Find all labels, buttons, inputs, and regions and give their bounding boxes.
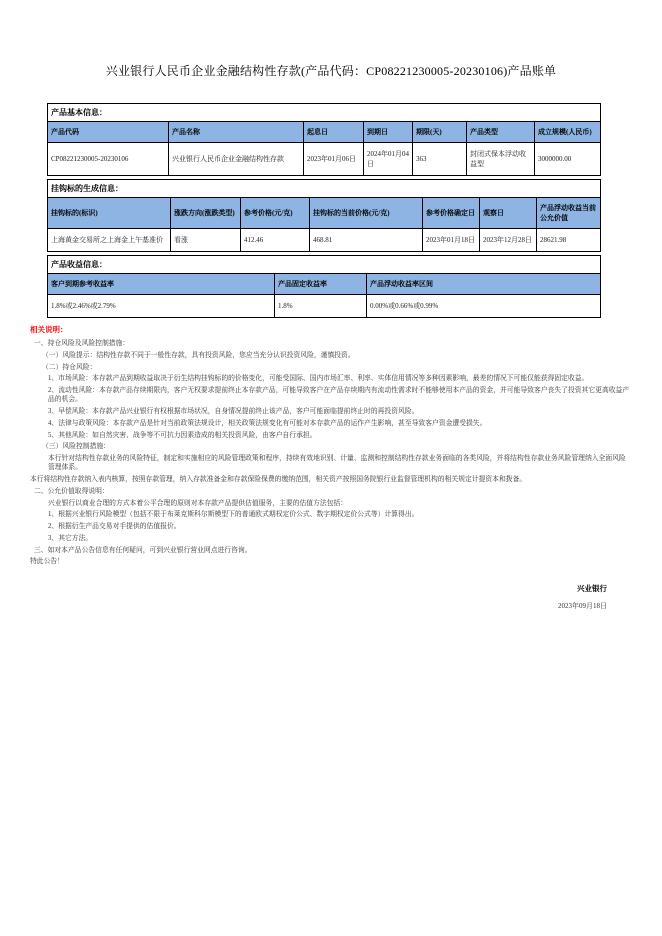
basic-info-section-label: 产品基本信息：: [48, 104, 601, 122]
note-line: （二）持仓风险：: [42, 363, 97, 371]
linked-section-label: 挂钩标的生成信息：: [48, 180, 601, 198]
note-line: 1、市场风险：本存款产品到期收益取决于衍生结构挂钩标的的价格变化，可能受国际、国内市场汇率、利率、实体信用情况等多种因素影响，最差的情况下可能仅能获得固定收益。: [48, 375, 589, 383]
linked-header-direction: 涨跌方向(涨跌类型): [171, 198, 241, 229]
income-value-floating-rate-range: 0.00%或0.66%或0.99%: [367, 295, 601, 318]
note-line: 5、其他风险：如自然灾害、战争等不可抗力因素造成的相关投资风险，由客户自行承担。: [48, 431, 317, 439]
note-line: （一）风险提示：结构性存款不同于一般性存款，具有投资风险，您应当充分认识投资风险，谨慎投资。: [42, 351, 355, 359]
basic-value-term-days: 363: [413, 143, 467, 176]
note-line: 特此公告！: [30, 558, 64, 566]
note-line: 3、其它方法。: [48, 534, 93, 542]
note-line: 三、如对本产品公告信息有任何疑问，可到兴业银行营业网点进行咨询。: [34, 546, 252, 554]
basic-value-product-name: 兴业银行人民币企业金融结构性存款: [169, 143, 304, 176]
basic-value-start-date: 2023年01月06日: [304, 143, 364, 176]
linked-header-ref-price-date: 参考价格确定日: [423, 198, 480, 229]
income-header-floating-rate-range: 产品浮动收益率区间: [367, 274, 601, 295]
income-section-label: 产品收益信息：: [48, 256, 601, 274]
note-line: 2、流动性风险：本存款产品存续期限内，客户无权要求提前终止本存款产品，可能导致客户在产品存续期内有流动性需求时不能够使用本产品的资金，并可能导致客户丧失了投资其它更高收益产品的机会。: [48, 387, 630, 404]
notes-section: [30, 324, 632, 567]
note-line: （三）风险控制措施：: [42, 443, 110, 451]
linked-header-fair-value: 产品浮动收益当前公允价值: [537, 198, 601, 229]
linked-value-direction: 看涨: [171, 229, 241, 252]
linked-value-ref-price: 412.46: [241, 229, 310, 252]
note-line: 2、根据衍生产品交易对手提供的估值报价。: [48, 523, 181, 531]
basic-value-product-type: 封闭式保本浮动收益型: [467, 143, 535, 176]
basic-header-product-code: 产品代码: [48, 122, 169, 143]
page-title: 兴业银行人民币企业金融结构性存款(产品代码：CP08221230005-20230106)产品账单: [105, 64, 557, 78]
basic-info-row: [48, 143, 601, 176]
signature-bank-name: 兴业银行: [577, 583, 607, 593]
income-value-maturity-ref-rate: 1.8%或2.46%或2.79%: [48, 295, 275, 318]
notes-label: 相关说明：: [30, 325, 68, 334]
linked-header-ref-price: 参考价格(元/克): [241, 198, 310, 229]
income-info-row: [48, 295, 601, 318]
linked-underlying-table: [47, 179, 601, 252]
basic-header-product-type: 产品类型: [467, 122, 535, 143]
linked-header-observation-date: 观察日: [480, 198, 537, 229]
basic-info-table: [47, 103, 601, 176]
note-line: 本行针对结构性存款业务的风险特征，制定和实施相应的风险管理政策和程序，持续有效地识别、计量、监测和控制结构性存款业务面临的各类风险，并将结构性存款业务风险管理纳入全面风险管理体系。: [48, 455, 626, 472]
basic-header-product-name: 产品名称: [169, 122, 304, 143]
note-line: 1、根据兴业银行风险模型（包括不限于布莱克斯科尔斯模型下的普通欧式期权定价公式、数字期权定价公式等）计算得出。: [48, 511, 419, 519]
basic-header-start-date: 起息日: [304, 122, 364, 143]
linked-value-ref-price-date: 2023年01月18日: [423, 229, 480, 252]
signature-block: [0, 583, 662, 611]
linked-underlying-row: [48, 229, 601, 252]
linked-value-underlying: 上海黄金交易所之上海金上午基准价: [48, 229, 171, 252]
linked-value-observation-date: 2023年12月28日: [480, 229, 537, 252]
tables-area: [47, 103, 600, 318]
basic-value-scale: 3000000.00: [535, 143, 601, 176]
income-value-fixed-rate: 1.8%: [275, 295, 367, 318]
note-line: 4、法律与政策风险：本存款产品是针对当前政策法规设计，相关政策法规变化有可能对本存款产品的运作产生影响，甚至导致客户资金遭受损失。: [48, 419, 487, 427]
signature-date: 2023年09月18日: [558, 601, 607, 610]
basic-value-maturity-date: 2024年01月04日: [364, 143, 413, 176]
note-line: 兴业银行以商业合理的方式本着公平合理的原则对本存款产品提供估值服务，主要的估值方法包括：: [48, 499, 348, 507]
basic-header-term-days: 期限(天): [413, 122, 467, 143]
income-header-maturity-ref-rate: 客户到期参考收益率: [48, 274, 275, 295]
income-info-table: [47, 255, 601, 318]
note-line: 3、早偿风险：本存款产品兴业银行有权根据市场状况，自身情况提前终止该产品，客户可能面临提前终止时的再投资风险。: [48, 408, 419, 415]
basic-header-scale: 成立规模(人民币): [535, 122, 601, 143]
linked-header-current-price: 挂钩标的当前价格(元/克): [310, 198, 423, 229]
note-line: 本行将结构性存款纳入表内核算，按照存款管理，纳入存款准备金和存款保险保费的缴纳范围，相关资产按照国务院银行业监督管理机构的相关规定计提资本和拨备。: [30, 476, 527, 483]
linked-value-current-price: 468.81: [310, 229, 423, 252]
linked-value-fair-value: 28621.98: [537, 229, 601, 252]
note-line: 二、公允价值取得说明：: [34, 487, 109, 495]
linked-header-underlying: 挂钩标的(标识): [48, 198, 171, 229]
basic-value-product-code: CP08221230005-20230106: [48, 143, 169, 176]
income-header-fixed-rate: 产品固定收益率: [275, 274, 367, 295]
basic-header-maturity-date: 到期日: [364, 122, 413, 143]
note-line: 一、持仓风险及风险控制措施：: [34, 340, 130, 347]
